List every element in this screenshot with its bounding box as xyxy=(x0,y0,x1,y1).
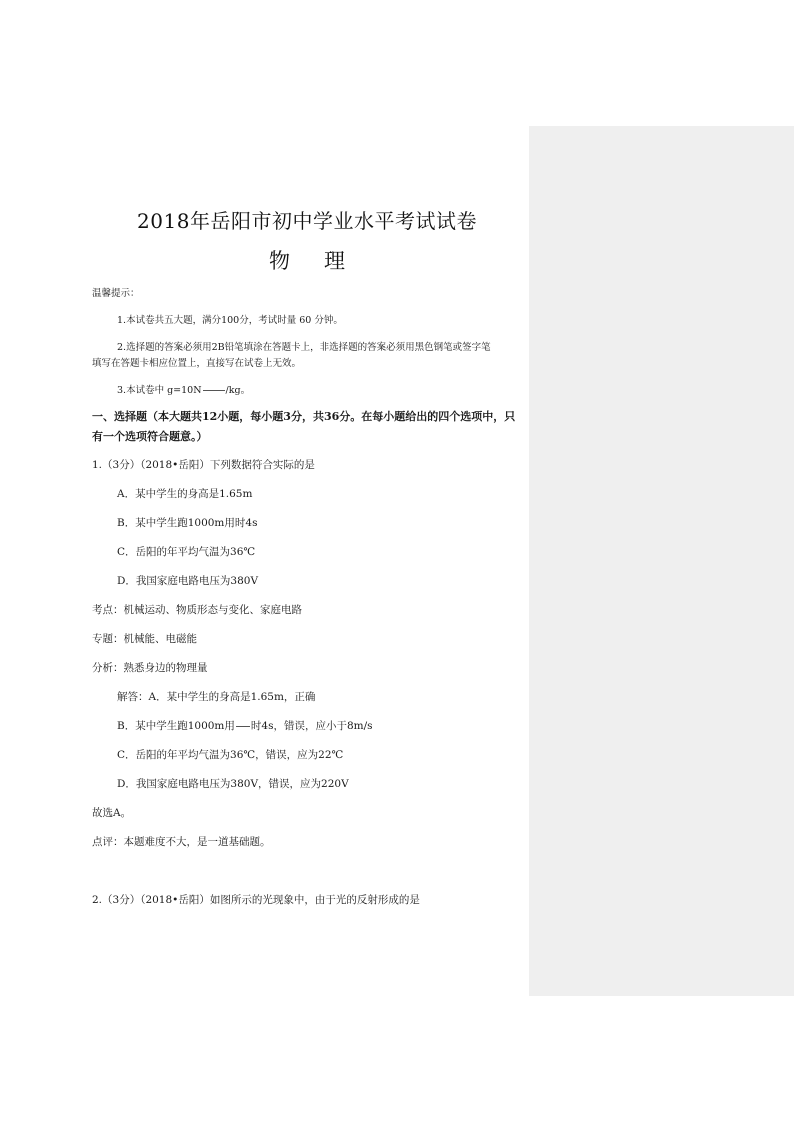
question-1-solution-c: C．岳阳的年平均气温为36℃，错误，应为22℃ xyxy=(117,749,344,761)
notes-item-3-suffix: /kg。 xyxy=(225,385,251,396)
question-2-stem: 2.（3分）（2018•岳阳）如图所示的光现象中，由于光的反射形成的是 xyxy=(92,894,420,906)
exam-title: 2018年岳阳市初中学业水平考试试卷 xyxy=(137,209,477,233)
question-1-answer: 故选A。 xyxy=(92,807,132,819)
question-1-solution-b xyxy=(117,719,373,733)
notes-item-2-line-2: 填写在答题卡相应位置上，直接写在试卷上无效。 xyxy=(92,358,302,369)
section-heading-line-1: 一、选择题（本大题共12小题，每小题3分，共36分。在每小题给出的四个选项中，只 xyxy=(92,410,516,423)
question-1-kaodian: 考点：机械运动、物质形态与变化、家庭电路 xyxy=(92,604,302,616)
question-1-option-b: B．某中学生跑1000m用时4s xyxy=(117,517,258,529)
fill-in-blank xyxy=(236,726,250,727)
question-1-option-a: A．某中学生的身高是1.65m xyxy=(117,488,253,500)
notes-item-2-line-1: 2.选择题的答案必须用2B铅笔填涂在答题卡上，非选择题的答案必须用黑色钢笔或签字笔 xyxy=(117,342,491,353)
solution-b-prefix: B．某中学生跑1000m用 xyxy=(117,720,235,732)
notes-item-3-prefix: 3.本试卷中 g=10N xyxy=(117,385,202,396)
question-1-zhuanti: 专题：机械能、电磁能 xyxy=(92,633,197,645)
question-1-solution-d: D．我国家庭电路电压为380V，错误，应为220V xyxy=(117,778,349,790)
section-heading-line-2: 有一个选项符合题意。） xyxy=(92,430,208,443)
question-1-stem: 1.（3分）（2018•岳阳）下列数据符合实际的是 xyxy=(92,459,315,471)
question-1-comment: 点评：本题难度不大，是一道基础题。 xyxy=(92,836,271,848)
fill-in-blank xyxy=(203,390,225,391)
subject-char-1: 物 xyxy=(269,249,290,273)
question-1-solution-a: 解答：A．某中学生的身高是1.65m，正确 xyxy=(117,691,316,703)
notes-heading: 温馨提示： xyxy=(92,288,140,299)
question-1-option-c: C．岳阳的年平均气温为36℃ xyxy=(117,546,256,558)
question-1-fenxi: 分析：熟悉身边的物理量 xyxy=(92,662,208,674)
notes-item-3 xyxy=(117,384,250,398)
solution-b-suffix: 时4s，错误，应小于8m/s xyxy=(250,720,373,732)
question-1-option-d: D．我国家庭电路电压为380V xyxy=(117,575,259,587)
notes-item-1: 1.本试卷共五大题，满分100分，考试时量 60 分钟。 xyxy=(117,315,343,326)
subject-char-2: 理 xyxy=(324,249,345,273)
subject-title xyxy=(0,245,614,275)
